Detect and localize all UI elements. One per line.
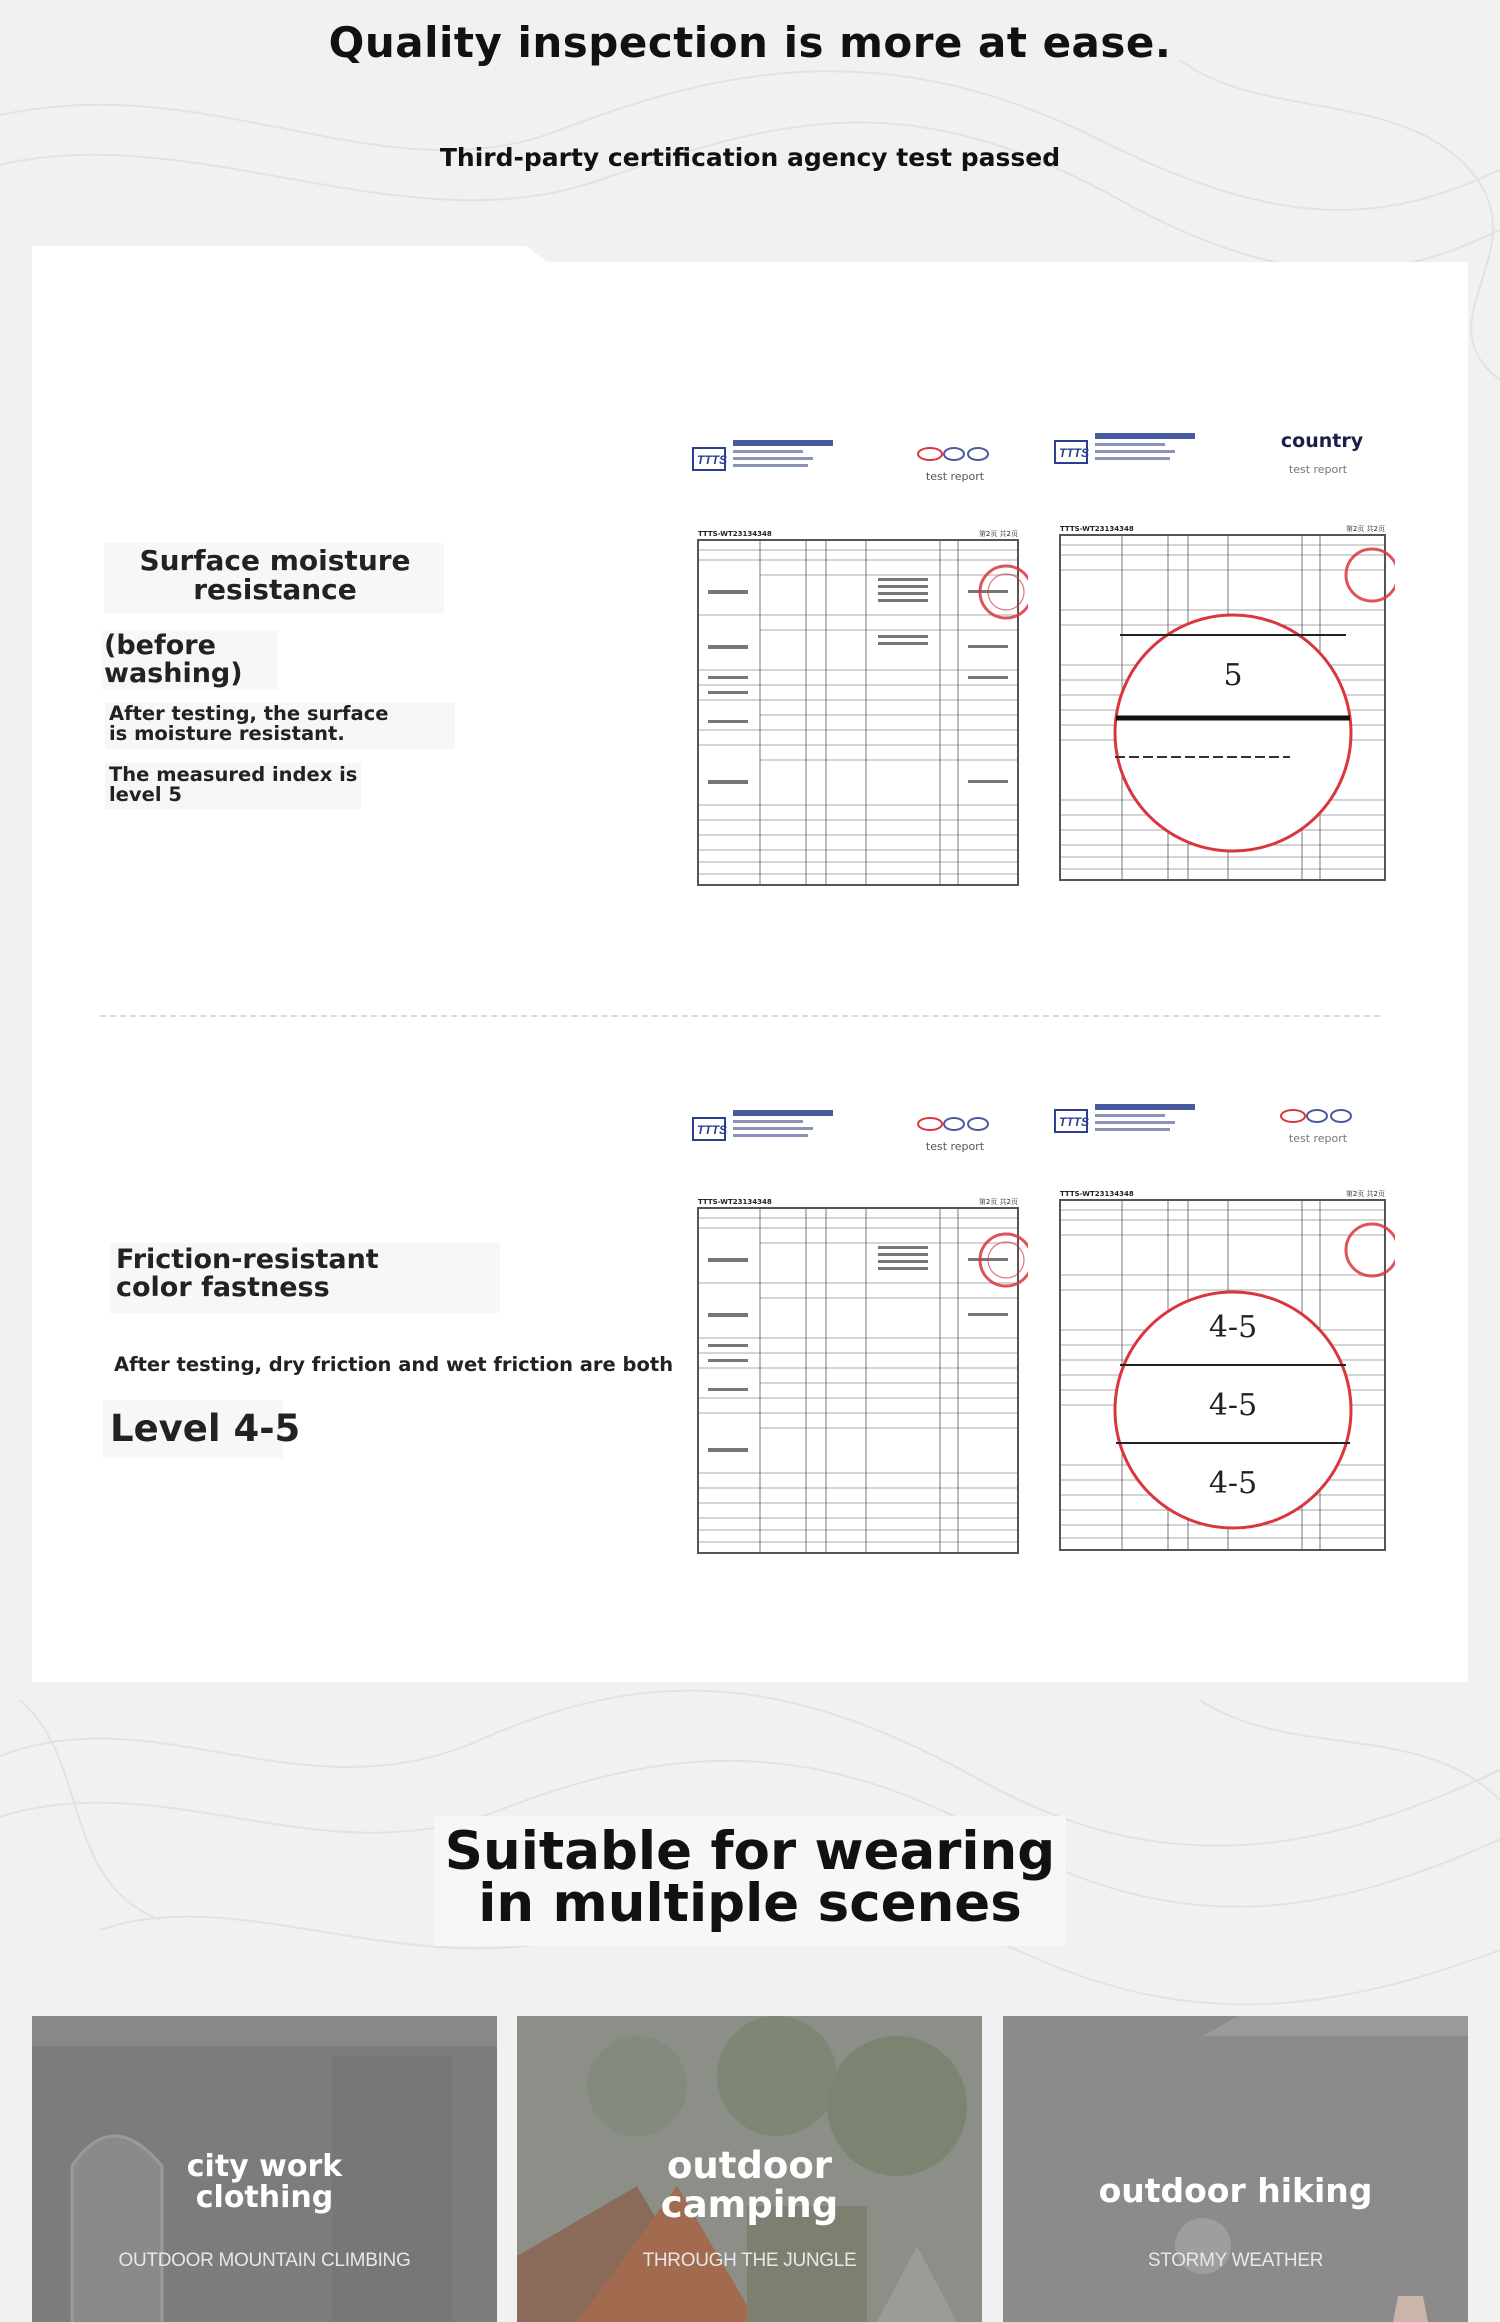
scene-title: outdoor camping [660, 2144, 839, 2226]
test-report-image [688, 430, 1028, 900]
moisture-condition-label: (before washing) [104, 630, 243, 689]
scene-subtitle: OUTDOOR MOUNTAIN CLIMBING [118, 2250, 411, 2271]
scenes-title-line-2: in multiple scenes [478, 1873, 1022, 1934]
friction-fastness-title: Friction-resistant color fastness [116, 1244, 379, 1303]
report-caption: test report [1288, 1132, 1348, 1145]
scenes-title [0, 1821, 1500, 1934]
report-page: 第2页 共2页 [978, 530, 1018, 538]
moisture-resistance-title: Surface moisture resistance [139, 544, 411, 606]
report-number: TTTS-WT23134348 [1060, 1190, 1134, 1198]
certification-marks [918, 448, 988, 460]
svg-text:TTTS: TTTS [1059, 1115, 1089, 1129]
test-report-magnified-image [1050, 1100, 1395, 1570]
scene-card-city-work [32, 2016, 497, 2322]
results-table [698, 1208, 1018, 1553]
friction-result-text: After testing, dry friction and wet friction are both [114, 1353, 674, 1376]
moisture-result-text: After testing, the surface is moisture resistant. [109, 702, 389, 745]
scene-card-outdoor-hiking [1003, 2016, 1468, 2322]
ttts-logo [1055, 433, 1195, 463]
official-seal [1346, 1224, 1395, 1276]
scene-title: outdoor hiking [1098, 2171, 1373, 2210]
magnifier-circle [1115, 615, 1351, 851]
scene-card-outdoor-camping [517, 2016, 982, 2322]
svg-text:TTTS: TTTS [697, 453, 727, 467]
scenes-title-line-1: Suitable for wearing [444, 1821, 1056, 1882]
magnified-value: 5 [1223, 658, 1243, 693]
report-caption: test report [925, 470, 985, 483]
svg-text:TTTS: TTTS [1059, 446, 1089, 460]
scene-photo-hiking [1003, 2016, 1468, 2322]
report-number: TTTS-WT23134348 [698, 530, 772, 538]
svg-text:TTTS: TTTS [697, 1123, 727, 1137]
scene-subtitle: STORMY WEATHER [1147, 2250, 1324, 2271]
magnified-value: 4-5 [1208, 1388, 1258, 1423]
certification-marks [918, 1118, 988, 1130]
results-table [698, 540, 1018, 885]
moisture-index-text: The measured index is level 5 [109, 763, 358, 806]
report-number: TTTS-WT23134348 [1060, 525, 1134, 533]
page-subtitle: Third-party certification agency test passed [439, 143, 1061, 172]
scene-subtitle: THROUGH THE JUNGLE [642, 2250, 857, 2271]
test-report-magnified-image [1050, 425, 1395, 900]
stamp-word: country [1280, 430, 1364, 452]
magnified-value: 4-5 [1208, 1466, 1258, 1501]
ttts-logo [1055, 1104, 1195, 1132]
ttts-logo [693, 440, 833, 470]
scene-title: city work clothing [186, 2149, 343, 2215]
test-report-image [688, 1100, 1028, 1570]
report-page: 第2页 共2页 [1345, 525, 1385, 533]
section-divider [100, 1015, 1380, 1017]
certification-marks [1281, 1110, 1351, 1122]
magnified-value: 4-5 [1208, 1310, 1258, 1345]
friction-level-value: Level 4-5 [110, 1407, 301, 1450]
report-page: 第2页 共2页 [1345, 1190, 1385, 1198]
report-caption: test report [1288, 463, 1348, 476]
report-number: TTTS-WT23134348 [698, 1198, 772, 1206]
page-title: Quality inspection is more at ease. [328, 18, 1172, 67]
report-caption: test report [925, 1140, 985, 1153]
report-page: 第2页 共2页 [978, 1198, 1018, 1206]
ttts-logo [693, 1110, 833, 1140]
official-seal [1346, 549, 1395, 601]
